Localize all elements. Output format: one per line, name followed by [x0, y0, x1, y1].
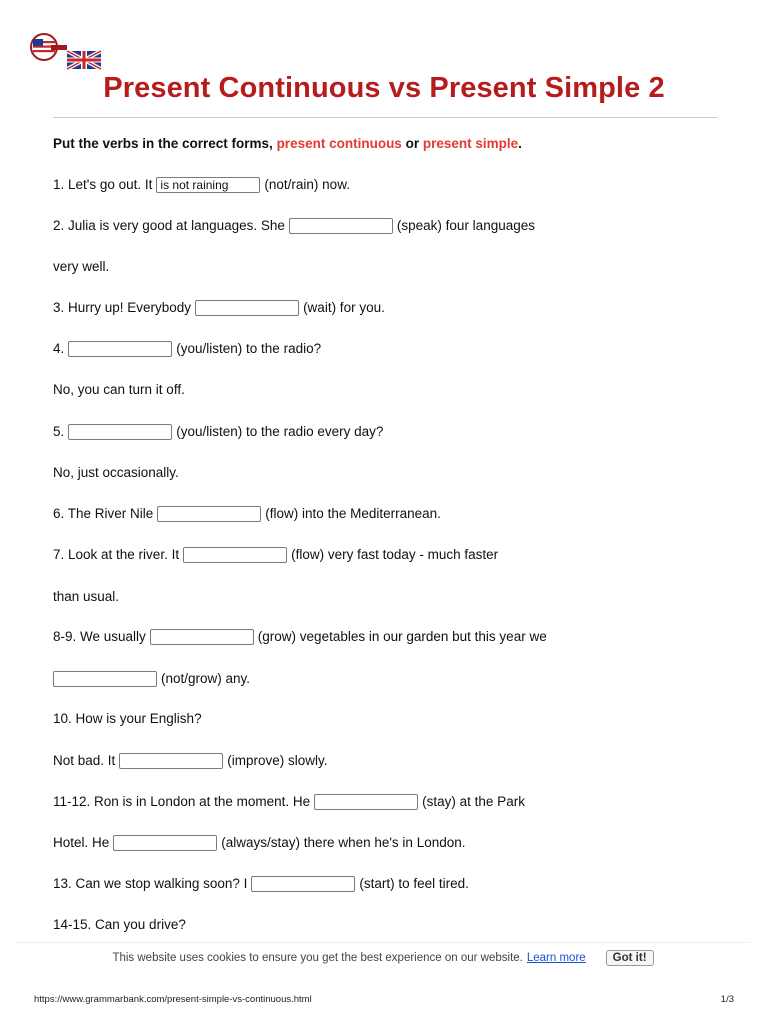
answer-box-12[interactable]: [113, 835, 217, 851]
line-text: No, you can turn it off.: [53, 382, 185, 397]
cookie-banner: [16, 942, 750, 973]
line-text-after: (not/grow) any.: [161, 671, 251, 686]
answer-box-2[interactable]: [289, 218, 393, 234]
instruction-option-continuous: present continuous: [276, 136, 402, 151]
line-text-after: (always/stay) there when he's in London.: [221, 835, 466, 850]
line-text-before: Not bad. It: [53, 753, 116, 768]
footer-url: https://www.grammarbank.com/present-simple-vs-continuous.html: [34, 994, 312, 1005]
site-logo-icon: [27, 33, 103, 71]
exercise-line-7: [53, 422, 383, 442]
exercise-line-13: [53, 669, 250, 689]
answer-box-6[interactable]: [157, 506, 261, 522]
answer-box-4[interactable]: [68, 341, 172, 357]
exercise-line-8: [53, 463, 179, 483]
page-title: Present Continuous vs Present Simple 2: [103, 72, 665, 104]
answer-box-7[interactable]: [183, 547, 287, 563]
exercise-line-19: [53, 915, 186, 935]
line-text-before: 2. Julia is very good at languages. She: [53, 218, 285, 233]
line-text-after: (improve) slowly.: [227, 753, 328, 768]
instruction-option-simple: present simple: [422, 136, 519, 151]
exercise-line-9: [53, 504, 441, 524]
exercise-line-16: [53, 792, 525, 812]
line-text-before: 5.: [53, 424, 65, 439]
instruction-suffix: .: [518, 136, 522, 151]
line-text-before: 8-9. We usually: [53, 629, 146, 644]
line-text: No, just occasionally.: [53, 465, 179, 480]
exercise-line-17: [53, 833, 466, 853]
line-text-after: (wait) for you.: [303, 300, 385, 315]
exercise-line-10: [53, 545, 498, 565]
exercise-line-14: [53, 709, 202, 729]
line-text-before: 6. The River Nile: [53, 506, 154, 521]
exercise-line-4: [53, 298, 385, 318]
title-divider: [53, 117, 717, 118]
line-text-before: 7. Look at the river. It: [53, 547, 180, 562]
line-text: than usual.: [53, 589, 120, 604]
line-text: 10. How is your English?: [53, 711, 202, 726]
line-text-after: (flow) into the Mediterranean.: [265, 506, 441, 521]
exercise-line-18: [53, 874, 469, 894]
line-text-after: (you/listen) to the radio every day?: [176, 424, 384, 439]
line-text: 14-15. Can you drive?: [53, 917, 186, 932]
line-text-before: 11-12. Ron is in London at the moment. He: [53, 794, 311, 809]
cookie-message: This website uses cookies to ensure you get the best experience on our website.: [112, 952, 523, 964]
instruction-middle: or: [401, 136, 423, 151]
exercise-line-11: [53, 587, 119, 607]
line-text-after: (not/rain) now.: [264, 177, 350, 192]
answer-box-10[interactable]: [119, 753, 223, 769]
exercise-line-1: [53, 175, 350, 195]
line-text-before: 3. Hurry up! Everybody: [53, 300, 192, 315]
line-text-before: 4.: [53, 341, 65, 356]
instructions: [53, 136, 522, 151]
line-text-before: 13. Can we stop walking soon? I: [53, 876, 248, 891]
line-text-after: (flow) very fast today - much faster: [291, 547, 499, 562]
got-it-button[interactable]: Got it!: [606, 950, 654, 966]
exercise-line-6: [53, 380, 185, 400]
answer-box-11[interactable]: [314, 794, 418, 810]
answer-box-13[interactable]: [251, 876, 355, 892]
answer-box-3[interactable]: [195, 300, 299, 316]
exercise-line-15: [53, 751, 328, 771]
line-text-after: (start) to feel tired.: [359, 876, 469, 891]
exercise-line-12: [53, 627, 547, 647]
line-text-after: (you/listen) to the radio?: [176, 341, 322, 356]
line-text-before: Hotel. He: [53, 835, 110, 850]
answer-box-1[interactable]: is not raining: [156, 177, 260, 193]
line-text-after: (stay) at the Park: [422, 794, 525, 809]
line-text: very well.: [53, 259, 110, 274]
line-text-after: (speak) four languages: [396, 218, 535, 233]
exercise-line-5: [53, 339, 321, 359]
instruction-prefix: Put the verbs in the correct forms,: [53, 136, 277, 151]
exercise-line-2: [53, 216, 535, 236]
answer-box-5[interactable]: [68, 424, 172, 440]
footer-page-number: 1/3: [720, 994, 734, 1005]
answer-box-9[interactable]: [53, 671, 157, 687]
learn-more-link[interactable]: Learn more: [526, 952, 586, 964]
answer-box-8[interactable]: [150, 629, 254, 645]
line-text-before: 1. Let's go out. It: [53, 177, 153, 192]
exercise-line-3: [53, 257, 109, 277]
line-text-after: (grow) vegetables in our garden but this year we: [257, 629, 547, 644]
